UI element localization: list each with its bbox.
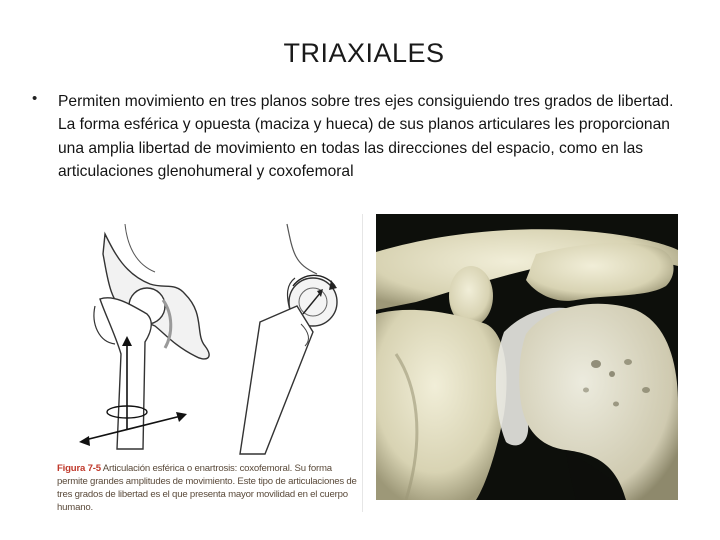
shoulder-bone-render — [376, 214, 678, 500]
figure-caption — [57, 462, 362, 514]
bullet-text: Permiten movimiento en tres planos sobre tres ejes consiguiendo tres grados de libertad. La forma esférica y opuesta (maciza y hueca) de sus planos articulares les proporcionan una amplia libertad de movimiento en todas las direcciones del espacio, como en las articulaciones glenohumeral y coxofemoral — [58, 93, 674, 180]
bullet-marker: • — [32, 90, 38, 107]
caption-label: Figura 7-5 — [57, 463, 101, 474]
hip-joint-illustration — [55, 214, 363, 512]
shoulder-joint-photo — [376, 214, 678, 500]
caption-text: Articulación esférica o enartrosis: coxofemoral. Su forma permite grandes amplitudes de movimiento. Este tipo de articulaciones de tres grados de libertad es el que presenta mayor movilidad en el cuerpo humano. — [57, 463, 357, 513]
hip-joint-drawing — [55, 214, 362, 459]
slide-title: TRIAXIALES — [283, 38, 445, 68]
